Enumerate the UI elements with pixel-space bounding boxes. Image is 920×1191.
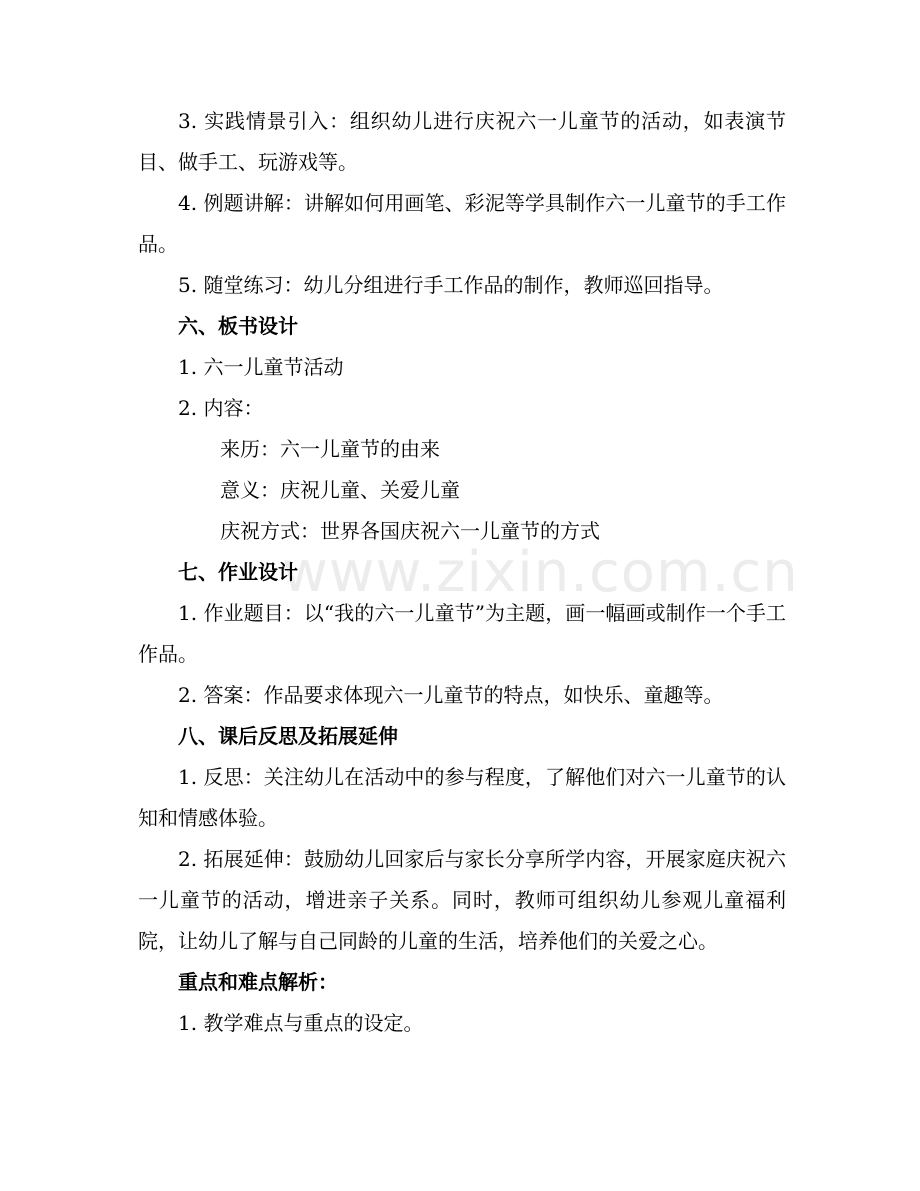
homework-2: 2. 答案：作品要求体现六一儿童节的特点，如快乐、童趣等。 <box>178 683 724 707</box>
heading-key-points: 重点和难点解析： <box>178 970 338 994</box>
document-page <box>138 101 786 1044</box>
reflection-1: 1. 反思：关注幼儿在活动中的参与程度，了解他们对六一儿童节的认知和情感体验。 <box>138 765 786 830</box>
reflection-2: 2. 拓展延伸：鼓励幼儿回家后与家长分享所学内容，开展家庭庆祝六一儿童节的活动，增进亲子关系。同时，教师可组织幼儿参观儿童福利院，让幼儿了解与自己同龄的儿童的生活，培养他们的关爱之心。 <box>138 847 786 953</box>
board-item-2: 2. 内容： <box>178 396 264 420</box>
step-3-practice-intro: 3. 实践情景引入：组织幼儿进行庆祝六一儿童节的活动，如表演节目、做手工、玩游戏等。 <box>138 109 786 174</box>
board-item-1: 1. 六一儿童节活动 <box>178 355 344 379</box>
watermark: www.zixin.com.cn <box>282 540 799 605</box>
heading-homework: 七、作业设计 <box>178 560 298 584</box>
heading-reflection: 八、课后反思及拓展延伸 <box>178 724 398 748</box>
step-5-exercise: 5. 随堂练习：幼儿分组进行手工作品的制作，教师巡回指导。 <box>178 273 724 297</box>
heading-board-design: 六、板书设计 <box>178 314 298 338</box>
board-sub-origin: 来历：六一儿童节的由来 <box>220 437 440 461</box>
board-sub-meaning: 意义：庆祝儿童、关爱儿童 <box>220 478 460 502</box>
step-4-example: 4. 例题讲解：讲解如何用画笔、彩泥等学具制作六一儿童节的手工作品。 <box>138 191 786 256</box>
board-sub-ways: 庆祝方式：世界各国庆祝六一儿童节的方式 <box>220 519 600 543</box>
key-point-1: 1. 教学难点与重点的设定。 <box>178 1011 424 1035</box>
homework-1: 1. 作业题目：以“我的六一儿童节”为主题，画一幅画或制作一个手工作品。 <box>138 601 786 666</box>
